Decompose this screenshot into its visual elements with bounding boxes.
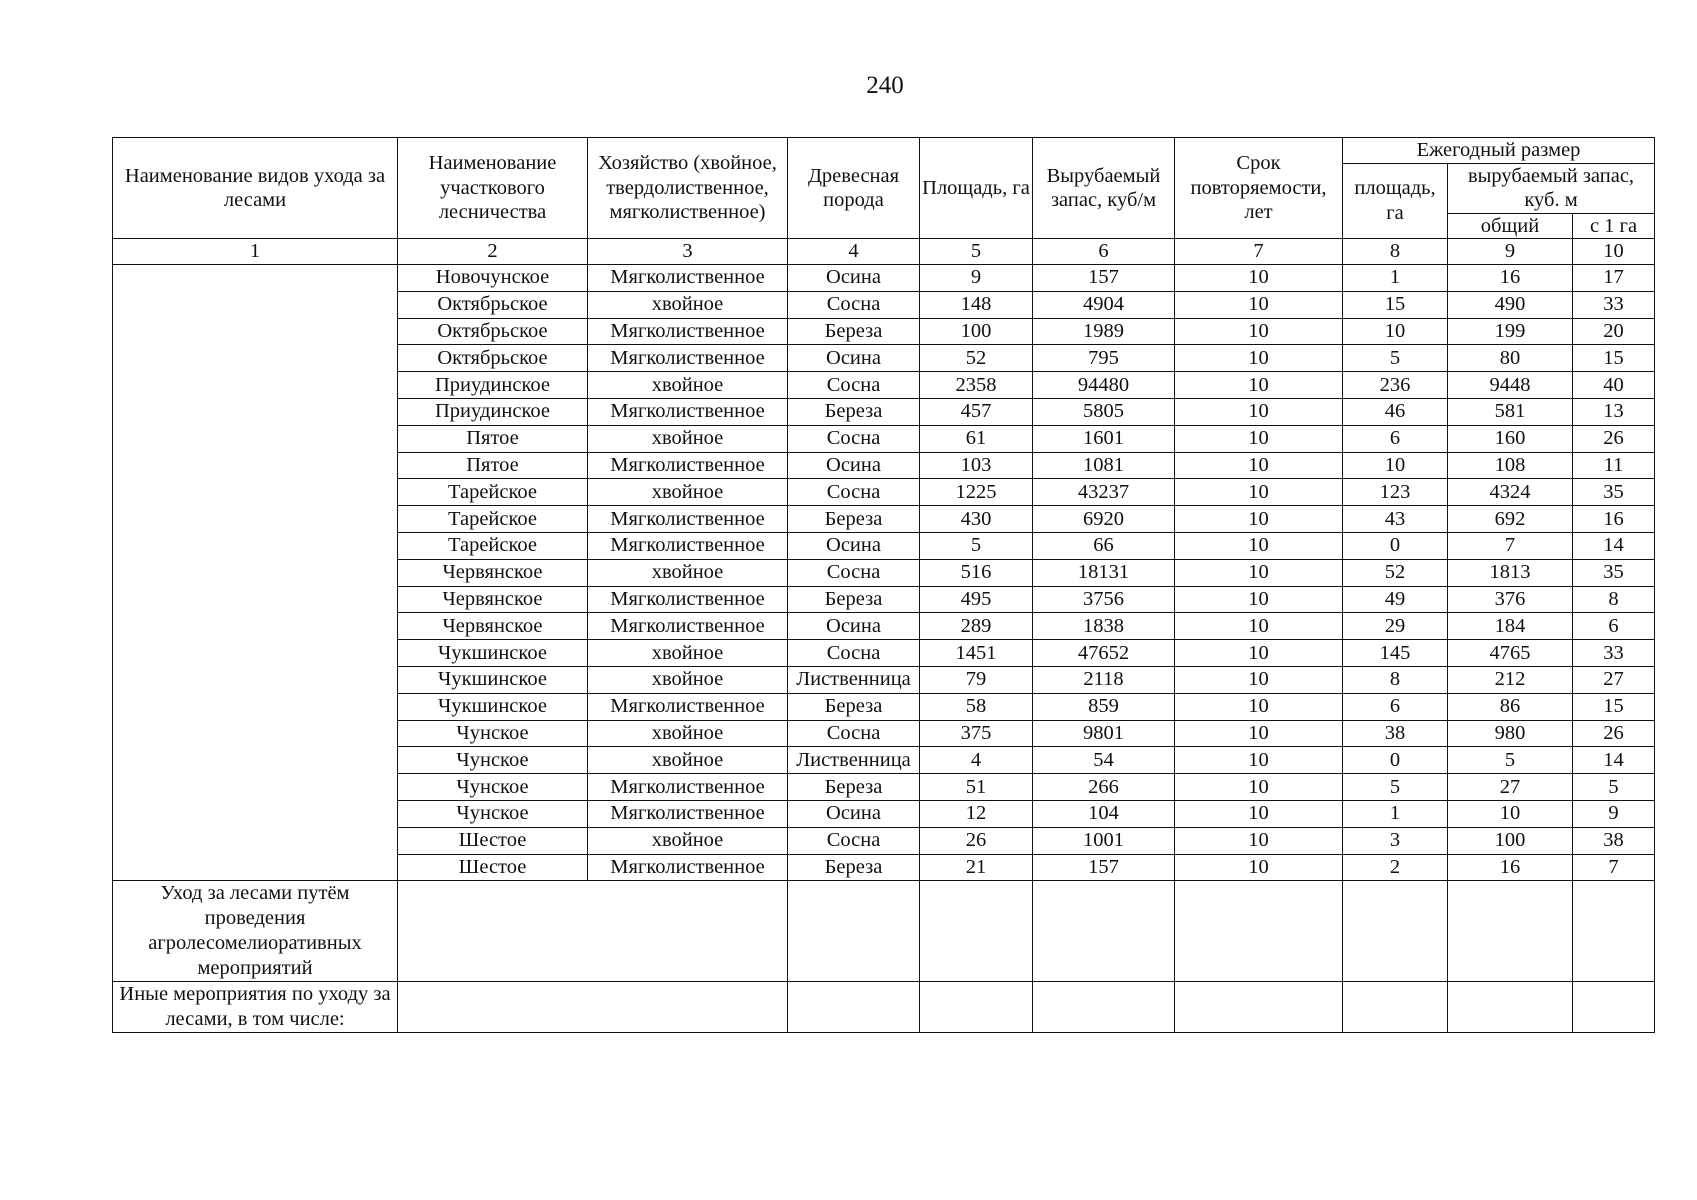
economy-cell: Мягколиственное <box>588 774 788 801</box>
stock-cell: 9801 <box>1033 720 1175 747</box>
economy-cell: Мягколиственное <box>588 586 788 613</box>
species-cell: Сосна <box>788 479 920 506</box>
annual-area-cell: 52 <box>1343 559 1448 586</box>
forestry-cell: Червянское <box>398 613 588 640</box>
forestry-cell: Октябрьское <box>398 318 588 345</box>
economy-cell: Мягколиственное <box>588 532 788 559</box>
annual-per-ha-cell: 9 <box>1573 800 1655 827</box>
annual-area-cell: 2 <box>1343 854 1448 881</box>
forestry-cell: Пятое <box>398 425 588 452</box>
area-cell: 9 <box>920 265 1033 292</box>
forestry-cell: Червянское <box>398 559 588 586</box>
economy-cell: Мягколиственное <box>588 693 788 720</box>
header-care-type: Наименование видов ухода за лесами <box>113 138 398 239</box>
forestry-cell: Чунское <box>398 774 588 801</box>
empty-cell <box>1033 881 1175 982</box>
stock-cell: 18131 <box>1033 559 1175 586</box>
stock-cell: 1989 <box>1033 318 1175 345</box>
species-cell: Осина <box>788 265 920 292</box>
annual-per-ha-cell: 35 <box>1573 559 1655 586</box>
stock-cell: 104 <box>1033 800 1175 827</box>
species-cell: Береза <box>788 318 920 345</box>
empty-cell <box>1175 881 1343 982</box>
economy-cell: Мягколиственное <box>588 506 788 533</box>
header-period: Срок повторяемости, лет <box>1175 138 1343 239</box>
economy-cell: Мягколиственное <box>588 318 788 345</box>
annual-total-cell: 184 <box>1448 613 1573 640</box>
care-type-merged-cell <box>113 265 398 881</box>
annual-per-ha-cell: 27 <box>1573 666 1655 693</box>
section-other-row-label: Иные мероприятия по уходу за лесами, в том числе: <box>113 982 398 1033</box>
annual-area-cell: 5 <box>1343 774 1448 801</box>
empty-cell <box>1343 982 1448 1033</box>
annual-area-cell: 38 <box>1343 720 1448 747</box>
area-cell: 100 <box>920 318 1033 345</box>
species-cell: Береза <box>788 854 920 881</box>
stock-cell: 6920 <box>1033 506 1175 533</box>
period-cell: 10 <box>1175 345 1343 372</box>
period-cell: 10 <box>1175 827 1343 854</box>
period-cell: 10 <box>1175 291 1343 318</box>
stock-cell: 4904 <box>1033 291 1175 318</box>
table-body <box>113 239 1655 1033</box>
period-cell: 10 <box>1175 613 1343 640</box>
area-cell: 61 <box>920 425 1033 452</box>
species-cell: Лиственница <box>788 666 920 693</box>
forestry-cell: Шестое <box>398 854 588 881</box>
area-cell: 12 <box>920 800 1033 827</box>
annual-per-ha-cell: 17 <box>1573 265 1655 292</box>
species-cell: Сосна <box>788 720 920 747</box>
stock-cell: 1081 <box>1033 452 1175 479</box>
period-cell: 10 <box>1175 425 1343 452</box>
annual-per-ha-cell: 6 <box>1573 613 1655 640</box>
forestry-cell: Октябрьское <box>398 291 588 318</box>
economy-cell: хвойное <box>588 747 788 774</box>
annual-area-cell: 43 <box>1343 506 1448 533</box>
stock-cell: 47652 <box>1033 640 1175 667</box>
period-cell: 10 <box>1175 720 1343 747</box>
economy-cell: хвойное <box>588 666 788 693</box>
stock-cell: 5805 <box>1033 398 1175 425</box>
species-cell: Береза <box>788 693 920 720</box>
annual-area-cell: 15 <box>1343 291 1448 318</box>
area-cell: 495 <box>920 586 1033 613</box>
stock-cell: 66 <box>1033 532 1175 559</box>
area-cell: 4 <box>920 747 1033 774</box>
annual-total-cell: 16 <box>1448 854 1573 881</box>
empty-cell <box>788 982 920 1033</box>
annual-total-cell: 581 <box>1448 398 1573 425</box>
header-annual-area: площадь, га <box>1343 163 1448 239</box>
area-cell: 2358 <box>920 372 1033 399</box>
forestry-cell: Тарейское <box>398 532 588 559</box>
section-agro-row-label: Уход за лесами путём проведения агролесомелиоративных мероприятий <box>113 881 398 982</box>
species-cell: Сосна <box>788 372 920 399</box>
annual-area-cell: 236 <box>1343 372 1448 399</box>
annual-total-cell: 80 <box>1448 345 1573 372</box>
annual-area-cell: 1 <box>1343 265 1448 292</box>
area-cell: 1451 <box>920 640 1033 667</box>
area-cell: 26 <box>920 827 1033 854</box>
period-cell: 10 <box>1175 398 1343 425</box>
empty-cell <box>1448 982 1573 1033</box>
economy-cell: Мягколиственное <box>588 854 788 881</box>
annual-per-ha-cell: 35 <box>1573 479 1655 506</box>
annual-per-ha-cell: 15 <box>1573 693 1655 720</box>
column-number: 4 <box>788 239 920 265</box>
stock-cell: 1838 <box>1033 613 1175 640</box>
column-number: 9 <box>1448 239 1573 265</box>
annual-per-ha-cell: 20 <box>1573 318 1655 345</box>
header-area: Площадь, га <box>920 138 1033 239</box>
annual-per-ha-cell: 33 <box>1573 640 1655 667</box>
stock-cell: 1601 <box>1033 425 1175 452</box>
forestry-cell: Приудинское <box>398 372 588 399</box>
annual-per-ha-cell: 11 <box>1573 452 1655 479</box>
forestry-cell: Чунское <box>398 720 588 747</box>
forestry-cell: Червянское <box>398 586 588 613</box>
header-forestry: Наименование участкового лесничества <box>398 138 588 239</box>
annual-total-cell: 199 <box>1448 318 1573 345</box>
stock-cell: 3756 <box>1033 586 1175 613</box>
forestry-cell: Новочунское <box>398 265 588 292</box>
annual-area-cell: 10 <box>1343 452 1448 479</box>
empty-cell <box>1573 881 1655 982</box>
species-cell: Береза <box>788 398 920 425</box>
economy-cell: хвойное <box>588 640 788 667</box>
area-cell: 148 <box>920 291 1033 318</box>
annual-area-cell: 46 <box>1343 398 1448 425</box>
species-cell: Осина <box>788 532 920 559</box>
annual-per-ha-cell: 7 <box>1573 854 1655 881</box>
empty-cell <box>788 881 920 982</box>
empty-cell <box>1033 982 1175 1033</box>
period-cell: 10 <box>1175 372 1343 399</box>
annual-total-cell: 4765 <box>1448 640 1573 667</box>
stock-cell: 266 <box>1033 774 1175 801</box>
species-cell: Сосна <box>788 559 920 586</box>
column-number-row <box>113 239 1655 265</box>
period-cell: 10 <box>1175 747 1343 774</box>
stock-cell: 859 <box>1033 693 1175 720</box>
period-cell: 10 <box>1175 506 1343 533</box>
forestry-cell: Приудинское <box>398 398 588 425</box>
annual-total-cell: 27 <box>1448 774 1573 801</box>
area-cell: 58 <box>920 693 1033 720</box>
annual-area-cell: 6 <box>1343 693 1448 720</box>
forest-care-table <box>112 137 1655 1033</box>
forestry-cell: Чунское <box>398 747 588 774</box>
forestry-cell: Чукшинское <box>398 693 588 720</box>
period-cell: 10 <box>1175 532 1343 559</box>
economy-cell: Мягколиственное <box>588 800 788 827</box>
annual-total-cell: 1813 <box>1448 559 1573 586</box>
economy-cell: Мягколиственное <box>588 613 788 640</box>
annual-total-cell: 5 <box>1448 747 1573 774</box>
annual-per-ha-cell: 5 <box>1573 774 1655 801</box>
area-cell: 51 <box>920 774 1033 801</box>
species-cell: Осина <box>788 345 920 372</box>
annual-total-cell: 10 <box>1448 800 1573 827</box>
period-cell: 10 <box>1175 666 1343 693</box>
column-number: 1 <box>113 239 398 265</box>
annual-area-cell: 0 <box>1343 747 1448 774</box>
area-cell: 289 <box>920 613 1033 640</box>
header-economy: Хозяйство (хвойное, твердолиственное, мягколиственное) <box>588 138 788 239</box>
annual-total-cell: 4324 <box>1448 479 1573 506</box>
column-number: 7 <box>1175 239 1343 265</box>
species-cell: Сосна <box>788 827 920 854</box>
species-cell: Сосна <box>788 425 920 452</box>
annual-per-ha-cell: 26 <box>1573 425 1655 452</box>
area-cell: 457 <box>920 398 1033 425</box>
forestry-cell: Чукшинское <box>398 666 588 693</box>
period-cell: 10 <box>1175 265 1343 292</box>
page-number: 240 <box>866 72 904 99</box>
column-number: 2 <box>398 239 588 265</box>
economy-cell: Мягколиственное <box>588 345 788 372</box>
forestry-cell: Чукшинское <box>398 640 588 667</box>
annual-total-cell: 16 <box>1448 265 1573 292</box>
species-cell: Сосна <box>788 640 920 667</box>
empty-cell <box>920 982 1033 1033</box>
annual-per-ha-cell: 16 <box>1573 506 1655 533</box>
forestry-cell: Тарейское <box>398 479 588 506</box>
stock-cell: 2118 <box>1033 666 1175 693</box>
annual-total-cell: 212 <box>1448 666 1573 693</box>
empty-cell <box>1573 982 1655 1033</box>
forestry-cell: Чунское <box>398 800 588 827</box>
annual-area-cell: 49 <box>1343 586 1448 613</box>
annual-total-cell: 100 <box>1448 827 1573 854</box>
empty-cell <box>398 982 788 1033</box>
species-cell: Осина <box>788 452 920 479</box>
header-annual-per-ha: с 1 га <box>1573 213 1655 239</box>
forestry-cell: Тарейское <box>398 506 588 533</box>
annual-area-cell: 8 <box>1343 666 1448 693</box>
annual-per-ha-cell: 40 <box>1573 372 1655 399</box>
section-other-row <box>113 982 1655 1033</box>
area-cell: 103 <box>920 452 1033 479</box>
species-cell: Осина <box>788 613 920 640</box>
area-cell: 5 <box>920 532 1033 559</box>
stock-cell: 43237 <box>1033 479 1175 506</box>
stock-cell: 54 <box>1033 747 1175 774</box>
empty-cell <box>1448 881 1573 982</box>
species-cell: Лиственница <box>788 747 920 774</box>
annual-per-ha-cell: 8 <box>1573 586 1655 613</box>
forestry-cell: Пятое <box>398 452 588 479</box>
stock-cell: 795 <box>1033 345 1175 372</box>
economy-cell: Мягколиственное <box>588 398 788 425</box>
annual-total-cell: 108 <box>1448 452 1573 479</box>
header-annual-total: общий <box>1448 213 1573 239</box>
annual-area-cell: 123 <box>1343 479 1448 506</box>
annual-area-cell: 3 <box>1343 827 1448 854</box>
period-cell: 10 <box>1175 640 1343 667</box>
period-cell: 10 <box>1175 774 1343 801</box>
annual-total-cell: 86 <box>1448 693 1573 720</box>
area-cell: 21 <box>920 854 1033 881</box>
species-cell: Береза <box>788 586 920 613</box>
annual-total-cell: 980 <box>1448 720 1573 747</box>
annual-per-ha-cell: 26 <box>1573 720 1655 747</box>
empty-cell <box>398 881 788 982</box>
economy-cell: хвойное <box>588 559 788 586</box>
species-cell: Береза <box>788 506 920 533</box>
stock-cell: 157 <box>1033 265 1175 292</box>
area-cell: 430 <box>920 506 1033 533</box>
area-cell: 52 <box>920 345 1033 372</box>
annual-per-ha-cell: 14 <box>1573 747 1655 774</box>
economy-cell: хвойное <box>588 291 788 318</box>
area-cell: 375 <box>920 720 1033 747</box>
period-cell: 10 <box>1175 452 1343 479</box>
annual-per-ha-cell: 15 <box>1573 345 1655 372</box>
economy-cell: хвойное <box>588 827 788 854</box>
annual-total-cell: 376 <box>1448 586 1573 613</box>
species-cell: Сосна <box>788 291 920 318</box>
empty-cell <box>1175 982 1343 1033</box>
header-species: Древесная порода <box>788 138 920 239</box>
species-cell: Осина <box>788 800 920 827</box>
period-cell: 10 <box>1175 800 1343 827</box>
annual-per-ha-cell: 33 <box>1573 291 1655 318</box>
column-number: 6 <box>1033 239 1175 265</box>
empty-cell <box>1343 881 1448 982</box>
economy-cell: хвойное <box>588 479 788 506</box>
stock-cell: 1001 <box>1033 827 1175 854</box>
economy-cell: Мягколиственное <box>588 452 788 479</box>
header-row-1 <box>113 138 1655 164</box>
annual-total-cell: 9448 <box>1448 372 1573 399</box>
annual-area-cell: 145 <box>1343 640 1448 667</box>
header-annual-stock: вырубаемый запас, куб. м <box>1448 163 1655 213</box>
period-cell: 10 <box>1175 479 1343 506</box>
annual-area-cell: 6 <box>1343 425 1448 452</box>
area-cell: 79 <box>920 666 1033 693</box>
empty-cell <box>920 881 1033 982</box>
forestry-cell: Шестое <box>398 827 588 854</box>
period-cell: 10 <box>1175 559 1343 586</box>
table-row <box>113 265 1655 292</box>
economy-cell: хвойное <box>588 720 788 747</box>
economy-cell: хвойное <box>588 425 788 452</box>
annual-area-cell: 0 <box>1343 532 1448 559</box>
annual-area-cell: 1 <box>1343 800 1448 827</box>
column-number: 3 <box>588 239 788 265</box>
stock-cell: 94480 <box>1033 372 1175 399</box>
annual-total-cell: 160 <box>1448 425 1573 452</box>
header-annual-group: Ежегодный размер <box>1343 138 1655 164</box>
annual-area-cell: 5 <box>1343 345 1448 372</box>
annual-area-cell: 29 <box>1343 613 1448 640</box>
economy-cell: Мягколиственное <box>588 265 788 292</box>
species-cell: Береза <box>788 774 920 801</box>
period-cell: 10 <box>1175 693 1343 720</box>
annual-per-ha-cell: 38 <box>1573 827 1655 854</box>
forestry-cell: Октябрьское <box>398 345 588 372</box>
area-cell: 1225 <box>920 479 1033 506</box>
stock-cell: 157 <box>1033 854 1175 881</box>
period-cell: 10 <box>1175 586 1343 613</box>
header-stock: Вырубаемый запас, куб/м <box>1033 138 1175 239</box>
section-agro-row <box>113 881 1655 982</box>
annual-total-cell: 490 <box>1448 291 1573 318</box>
annual-per-ha-cell: 13 <box>1573 398 1655 425</box>
annual-total-cell: 692 <box>1448 506 1573 533</box>
annual-total-cell: 7 <box>1448 532 1573 559</box>
period-cell: 10 <box>1175 854 1343 881</box>
period-cell: 10 <box>1175 318 1343 345</box>
column-number: 5 <box>920 239 1033 265</box>
annual-area-cell: 10 <box>1343 318 1448 345</box>
column-number: 8 <box>1343 239 1448 265</box>
area-cell: 516 <box>920 559 1033 586</box>
economy-cell: хвойное <box>588 372 788 399</box>
annual-per-ha-cell: 14 <box>1573 532 1655 559</box>
column-number: 10 <box>1573 239 1655 265</box>
